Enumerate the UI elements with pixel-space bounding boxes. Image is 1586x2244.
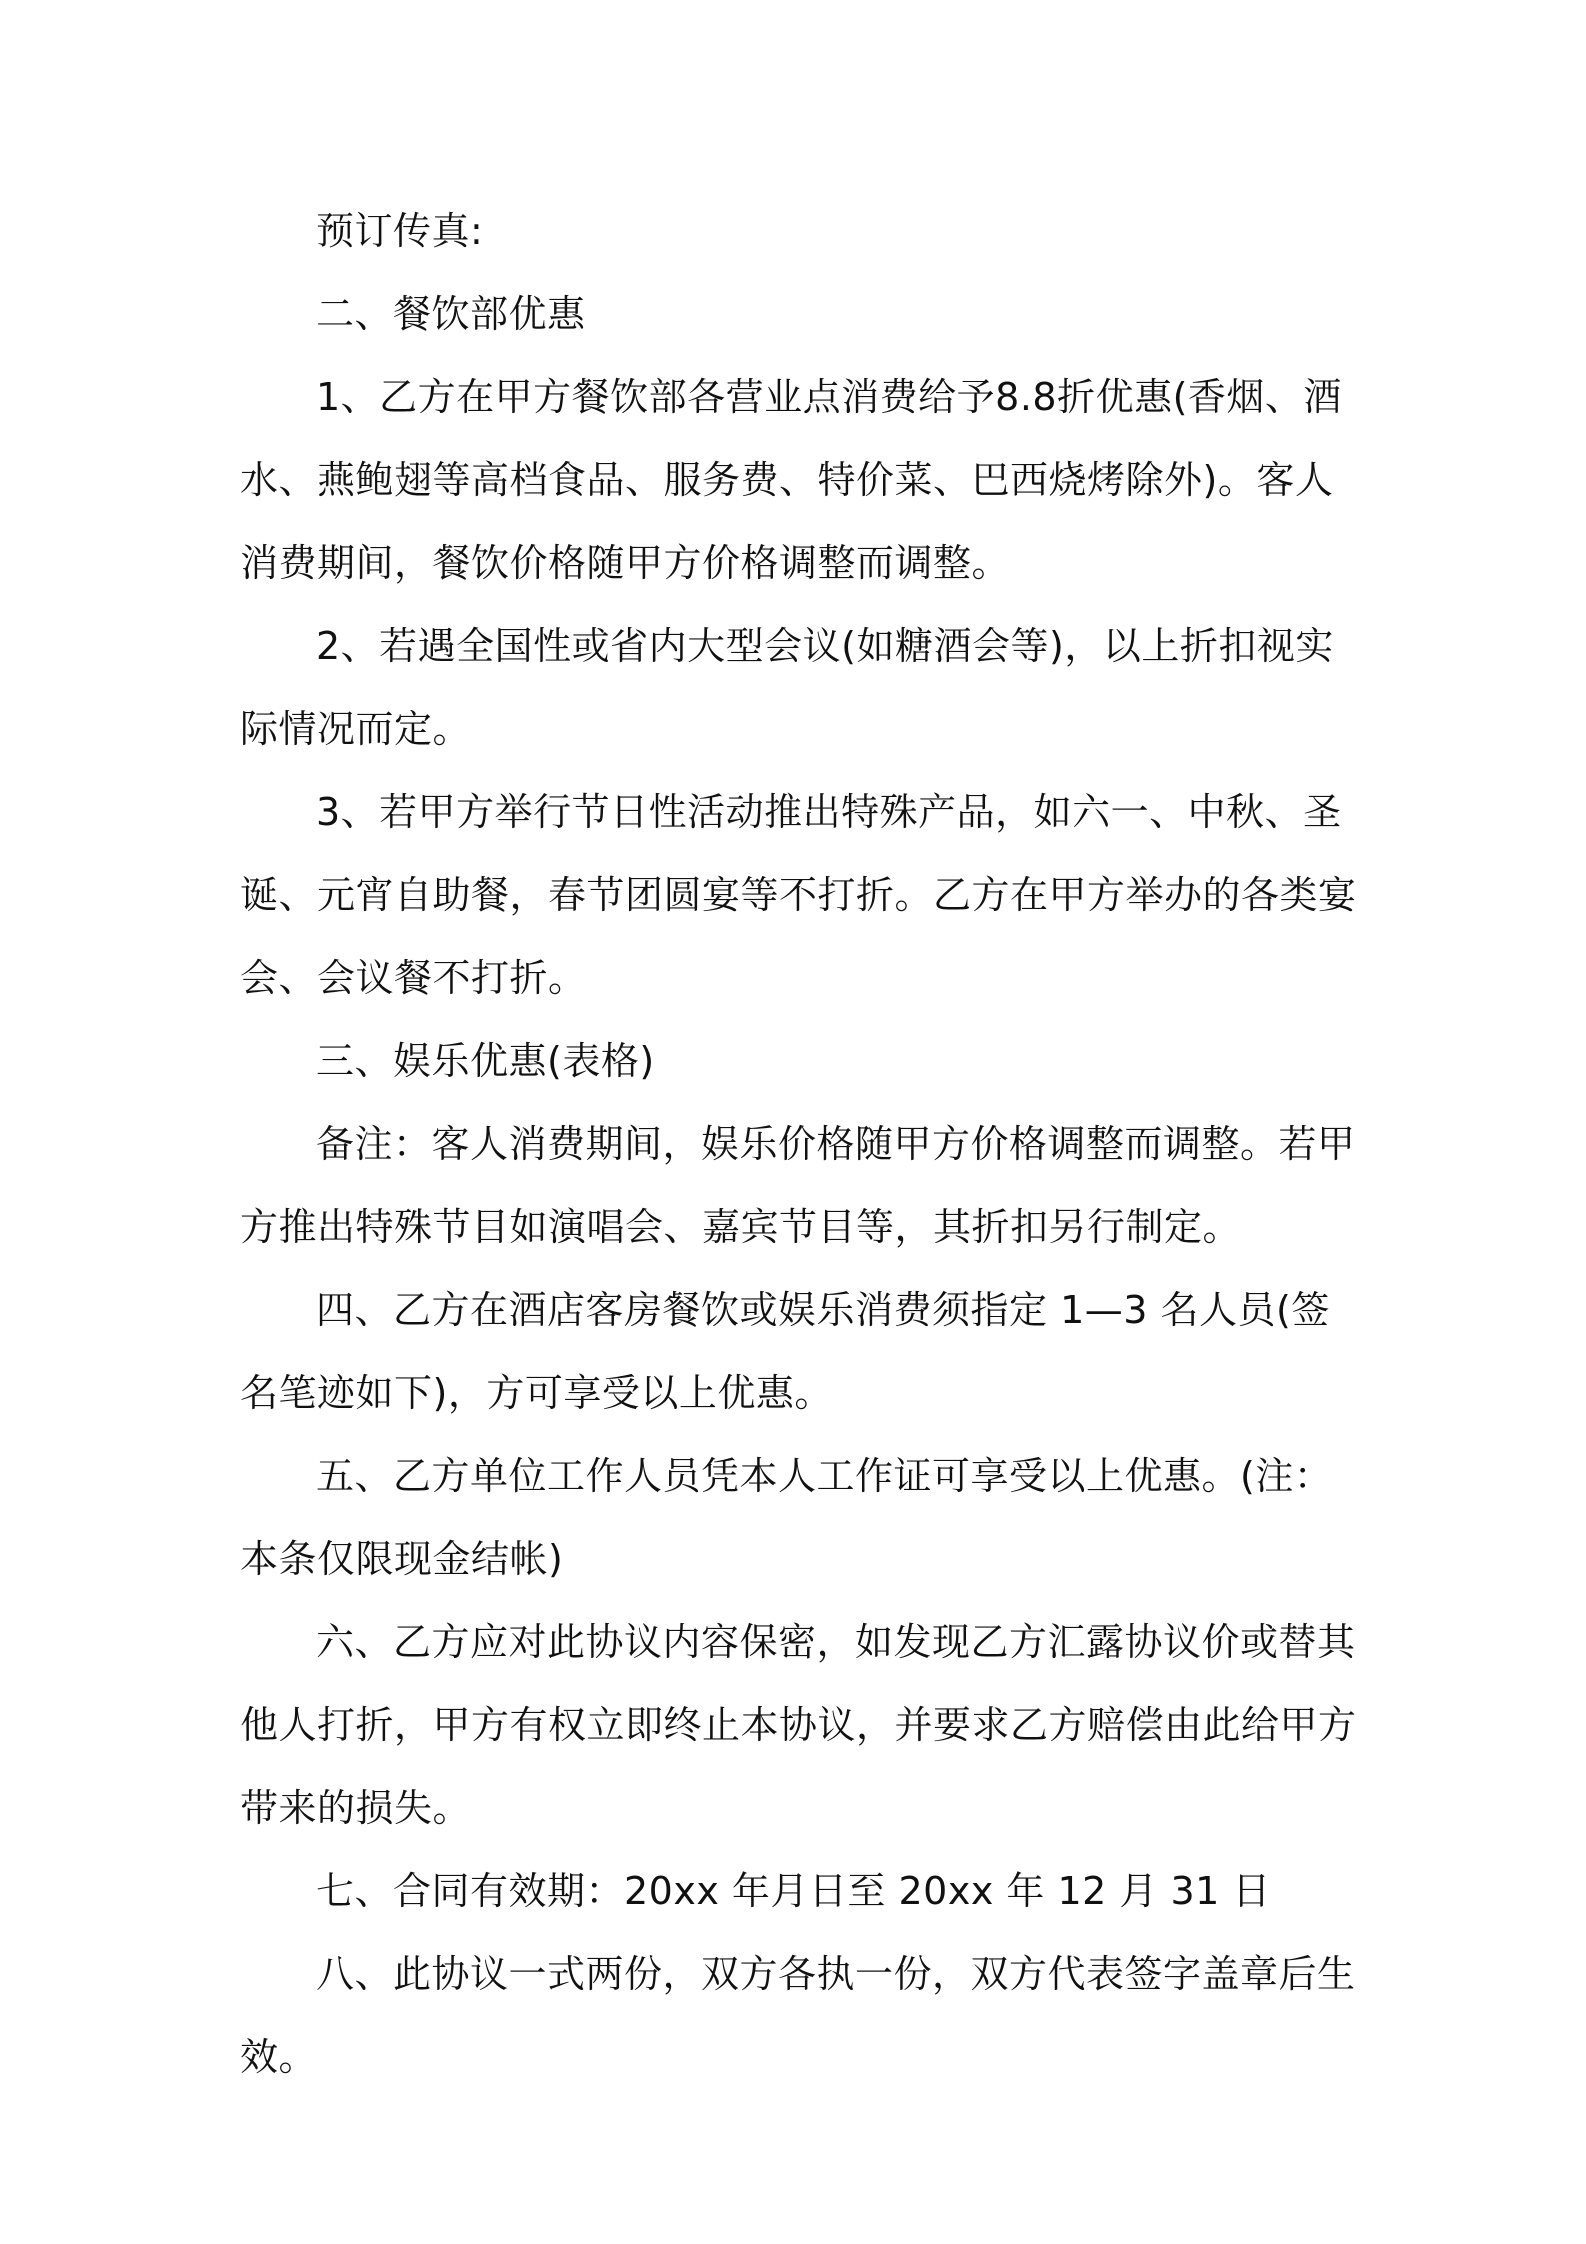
- paragraph-clause-6: 六、乙方应对此协议内容保密，如发现乙方汇露协议价或替其他人打折，甲方有权立即终止本协议，并要求乙方赔偿由此给甲方带来的损失。: [240, 1620, 1357, 1830]
- paragraph-remark: 备注：客人消费期间，娱乐价格随甲方价格调整而调整。若甲方推出特殊节目如演唱会、嘉宾节目等，其折扣另行制定。: [240, 1122, 1356, 1249]
- paragraph-clause-4: 四、乙方在酒店客房餐饮或娱乐消费须指定 1—3 名人员(签名笔迹如下)，方可享受以上优惠。: [240, 1288, 1330, 1415]
- paragraph-dining-1: 1、乙方在甲方餐饮部各营业点消费给予8.8折优惠(香烟、酒水、燕鲍翅等高档食品、服务费、特价菜、巴西烧烤除外)。客人消费期间，餐饮价格随甲方价格调整而调整。: [240, 375, 1342, 585]
- paragraph-dining-3: 3、若甲方举行节日性活动推出特殊产品，如六一、中秋、圣诞、元宵自助餐，春节团圆宴等不打折。乙方在甲方举办的各类宴会、会议餐不打折。: [240, 790, 1357, 1000]
- heading-entertainment-discount: 三、娱乐优惠(表格): [316, 1039, 655, 1083]
- paragraph-clause-8: 八、此协议一式两份，双方各执一份，双方代表签字盖章后生效。: [240, 1952, 1356, 2079]
- document-body: [240, 190, 1360, 2099]
- paragraph-dining-2: 2、若遇全国性或省内大型会议(如糖酒会等)，以上折扣视实际情况而定。: [240, 624, 1334, 751]
- heading-dining-discount: 二、餐饮部优惠: [316, 292, 586, 336]
- paragraph-clause-7: 七、合同有效期：20xx 年月日至 20xx 年 12 月 31 日: [316, 1869, 1271, 1913]
- paragraph-clause-5: 五、乙方单位工作人员凭本人工作证可享受以上优惠。(注：本条仅限现金结帐): [240, 1454, 1333, 1581]
- paragraph-fax: 预订传真:: [316, 209, 484, 253]
